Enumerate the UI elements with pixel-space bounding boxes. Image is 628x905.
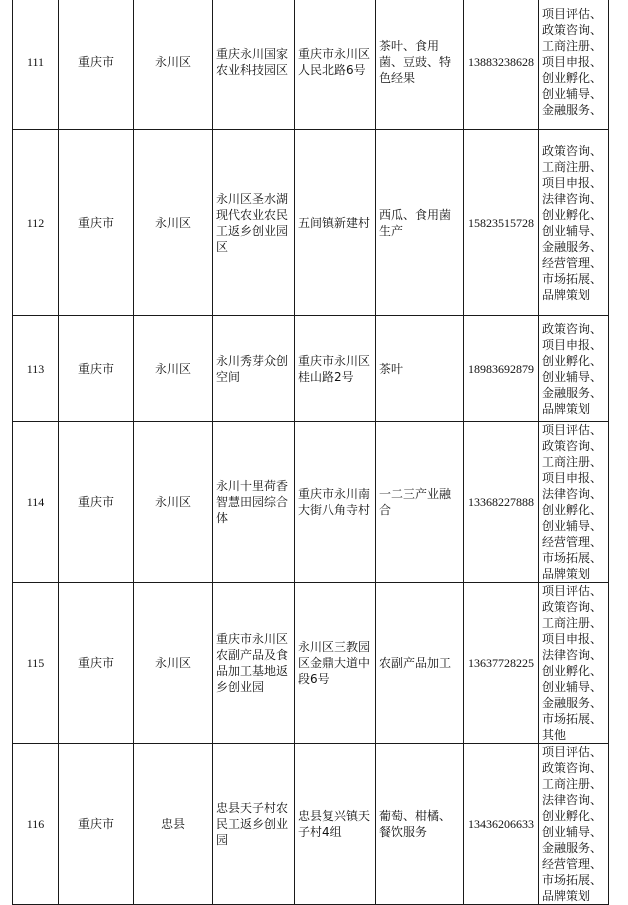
service-item: 工商注册、: [542, 455, 603, 469]
table-row: [13, 744, 609, 905]
service-item: 工商注册、: [542, 159, 603, 174]
district-cell: 永川区: [134, 316, 213, 422]
service-item: 金融服务、: [542, 239, 603, 254]
address-cell: 重庆市永川区人民北路6号: [295, 0, 376, 130]
phone-cell: 13883238628: [464, 0, 539, 130]
service-item: 品牌策划: [542, 889, 591, 903]
service-item: 创业辅导、: [542, 87, 603, 101]
industry-cell: 一二三产业融合: [376, 422, 464, 583]
service-item: 法律咨询、: [542, 648, 603, 662]
service-item: 项目申报、: [542, 632, 603, 646]
phone-cell: 13368227888: [464, 422, 539, 583]
service-item: 其他: [542, 728, 567, 742]
phone-cell: 13637728225: [464, 583, 539, 744]
table-row: [13, 0, 609, 130]
service-item: 创业辅导、: [542, 519, 603, 533]
service-item: 创业辅导、: [542, 223, 603, 238]
table-row: [13, 422, 609, 583]
district-cell: 忠县: [134, 744, 213, 905]
service-item: 创业孵化、: [542, 207, 603, 222]
city-cell: 重庆市: [59, 583, 134, 744]
service-item: 政策咨询、: [542, 600, 603, 614]
district-cell: 永川区: [134, 0, 213, 130]
city-cell: 重庆市: [59, 130, 134, 316]
address-cell: 忠县复兴镇天子村4组: [295, 744, 376, 905]
service-item: 工商注册、: [542, 777, 603, 791]
park-name-cell: 永川区圣水湖现代农业农民工返乡创业园区: [213, 130, 295, 316]
services-cell: [539, 422, 609, 583]
service-item: 项目评估、: [542, 7, 603, 21]
phone-cell: 13436206633: [464, 744, 539, 905]
park-name-cell: 重庆永川国家农业科技园区: [213, 0, 295, 130]
row-number: 111: [13, 0, 59, 130]
city-cell: 重庆市: [59, 0, 134, 130]
industry-cell: 茶叶、食用菌、豆豉、特色经果: [376, 0, 464, 130]
city-cell: 重庆市: [59, 316, 134, 422]
service-item: 项目评估、: [542, 745, 603, 759]
service-item: 项目申报、: [542, 337, 603, 352]
service-item: 创业孵化、: [542, 503, 603, 517]
industry-cell: 葡萄、柑橘、餐饮服务: [376, 744, 464, 905]
services-cell: [539, 0, 609, 130]
service-item: 品牌策划: [542, 287, 591, 302]
service-item: 创业孵化、: [542, 809, 603, 823]
district-cell: 永川区: [134, 583, 213, 744]
service-item: 工商注册、: [542, 616, 603, 630]
service-item: 项目申报、: [542, 175, 603, 190]
services-cell: [539, 130, 609, 316]
address-cell: 永川区三教园区金鼎大道中段6号: [295, 583, 376, 744]
service-item: 政策咨询、: [542, 321, 603, 336]
service-item: 金融服务、: [542, 696, 603, 710]
district-cell: 永川区: [134, 130, 213, 316]
park-name-cell: 永川十里荷香智慧田园综合体: [213, 422, 295, 583]
service-item: 市场拓展、: [542, 873, 603, 887]
industry-cell: 茶叶: [376, 316, 464, 422]
service-item: 经营管理、: [542, 857, 603, 871]
park-name-cell: 永川秀芽众创空间: [213, 316, 295, 422]
address-cell: 重庆市永川南大街八角寺村: [295, 422, 376, 583]
service-item: 政策咨询、: [542, 439, 603, 453]
service-item: 政策咨询、: [542, 23, 603, 37]
service-item: 金融服务、: [542, 103, 603, 117]
service-item: 项目申报、: [542, 55, 603, 69]
service-item: 市场拓展、: [542, 551, 603, 565]
service-item: 市场拓展、: [542, 271, 603, 286]
service-item: 金融服务、: [542, 841, 603, 855]
service-item: 创业辅导、: [542, 680, 603, 694]
entrepreneurship-park-table: [12, 0, 609, 905]
table-row: [13, 130, 609, 316]
services-cell: [539, 744, 609, 905]
address-cell: 重庆市永川区桂山路2号: [295, 316, 376, 422]
district-cell: 永川区: [134, 422, 213, 583]
services-cell: [539, 316, 609, 422]
table-row: [13, 583, 609, 744]
service-item: 品牌策划: [542, 567, 591, 581]
service-item: 项目申报、: [542, 471, 603, 485]
table-row: [13, 316, 609, 422]
city-cell: 重庆市: [59, 422, 134, 583]
row-number: 114: [13, 422, 59, 583]
service-item: 市场拓展、: [542, 712, 603, 726]
phone-cell: 18983692879: [464, 316, 539, 422]
service-item: 创业孵化、: [542, 664, 603, 678]
service-item: 法律咨询、: [542, 487, 603, 501]
park-name-cell: 忠县天子村农民工返乡创业园: [213, 744, 295, 905]
service-item: 品牌策划: [542, 401, 591, 416]
service-item: 经营管理、: [542, 535, 603, 549]
park-name-cell: 重庆市永川区农副产品及食品加工基地返乡创业园: [213, 583, 295, 744]
table-body: [13, 0, 609, 905]
service-item: 工商注册、: [542, 39, 603, 53]
service-item: 项目评估、: [542, 584, 603, 598]
address-cell: 五间镇新建村: [295, 130, 376, 316]
service-item: 法律咨询、: [542, 191, 603, 206]
row-number: 112: [13, 130, 59, 316]
service-item: 经营管理、: [542, 255, 603, 270]
service-item: 政策咨询、: [542, 761, 603, 775]
services-cell: [539, 583, 609, 744]
service-item: 法律咨询、: [542, 793, 603, 807]
city-cell: 重庆市: [59, 744, 134, 905]
service-item: 项目评估、: [542, 423, 603, 437]
service-item: 政策咨询、: [542, 143, 603, 158]
industry-cell: 农副产品加工: [376, 583, 464, 744]
service-item: 创业辅导、: [542, 825, 603, 839]
service-item: 创业辅导、: [542, 369, 603, 384]
row-number: 113: [13, 316, 59, 422]
industry-cell: 西瓜、食用菌生产: [376, 130, 464, 316]
row-number: 115: [13, 583, 59, 744]
row-number: 116: [13, 744, 59, 905]
service-item: 创业孵化、: [542, 353, 603, 368]
phone-cell: 15823515728: [464, 130, 539, 316]
service-item: 金融服务、: [542, 385, 603, 400]
service-item: 创业孵化、: [542, 71, 603, 85]
